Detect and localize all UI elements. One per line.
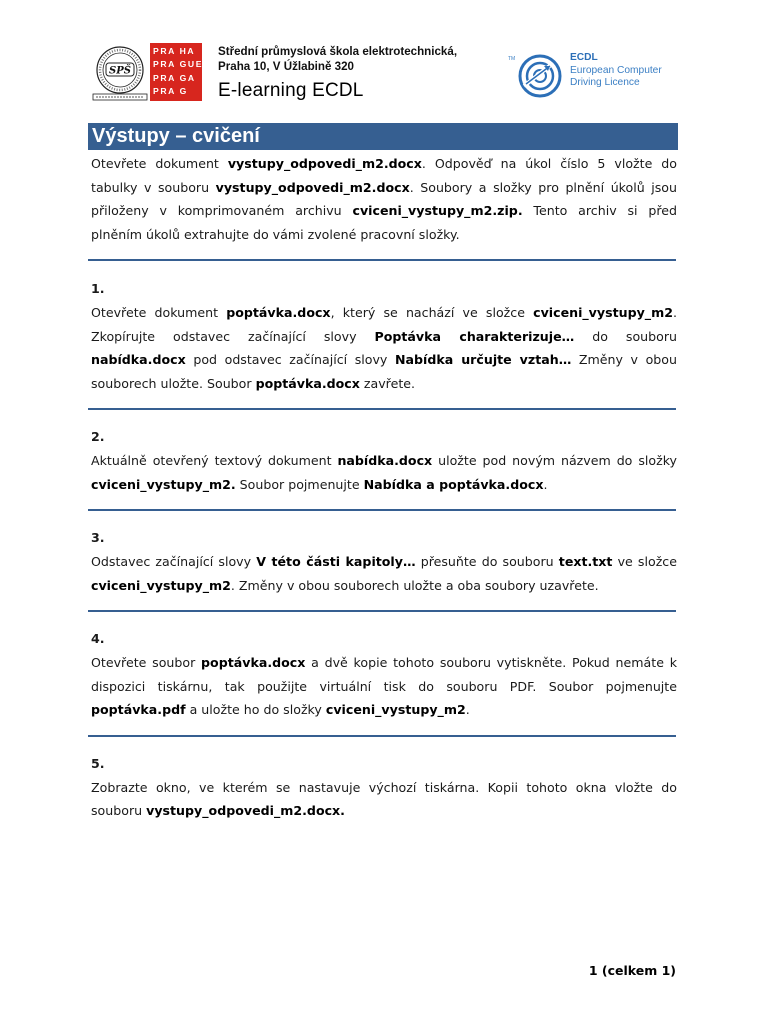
section-divider — [88, 408, 676, 410]
bold-term: vystupy_odpovedi_m2.docx. — [146, 803, 345, 818]
bold-term: poptávka.docx — [226, 305, 331, 320]
text-run: . Změny v obou souborech uložte a oba soubory uzavřete. — [230, 577, 599, 593]
school-name — [218, 44, 457, 74]
text-run: . Zkopírujte odstavec začínající slovy — [91, 305, 678, 344]
course-title: E-learning ECDL — [218, 80, 364, 101]
school-name-line: Praha 10, V Úžlabině 320 — [218, 60, 354, 73]
bold-term: cviceni_vystupy_m2 — [533, 305, 673, 320]
text-run: . — [465, 702, 470, 717]
prague-logo-line: PRA GUE — [153, 59, 204, 70]
text-run: do souboru — [574, 328, 677, 344]
task-number: 2. — [91, 429, 105, 444]
text-run: uložte pod novým názvem do složky — [432, 453, 677, 468]
text-run: Otevřete soubor — [91, 655, 202, 670]
bold-term: nabídka.docx — [91, 352, 186, 367]
page-title: Výstupy – cvičení — [88, 123, 678, 150]
task-2 — [91, 427, 677, 496]
document-header — [92, 40, 682, 110]
document-body — [91, 152, 677, 823]
task-4 — [91, 629, 677, 722]
text-run: Změny v obou souborech uložte. Soubor — [91, 352, 677, 391]
bold-term: nabídka.docx — [337, 453, 433, 468]
text-run: ve složce — [612, 554, 677, 569]
ecdl-label — [570, 52, 662, 90]
text-run: zavřete. — [359, 375, 416, 391]
task-1 — [91, 279, 677, 395]
task-text — [91, 550, 677, 597]
section-divider — [88, 735, 676, 737]
text-run: , který se nachází ve složce — [330, 305, 534, 320]
section-divider — [88, 259, 676, 261]
intro-paragraph — [91, 152, 677, 246]
task-text — [91, 651, 677, 722]
prague-logo-line: PRA G — [153, 86, 188, 97]
task-3 — [91, 528, 677, 597]
text-run: Zobrazte okno, ve kterém se nastavuje výchozí tiskárna. Kopii tohoto okna vložte do souboru — [91, 779, 677, 818]
bold-term: Nabídka a poptávka.docx — [363, 476, 544, 492]
ecdl-name-line: European Computer — [570, 64, 662, 76]
school-name-line: Střední průmyslová škola elektrotechnická, — [218, 45, 458, 58]
bold-term: text.txt — [558, 554, 613, 569]
bold-term: poptávka.pdf — [91, 702, 186, 717]
text-run: . Odpověď na úkol číslo 5 vložte do tabulky v souboru — [91, 156, 677, 195]
task-number: 1. — [91, 281, 105, 296]
seal-text: SPŠ — [109, 65, 131, 77]
text-run: přesuňte do souboru — [415, 554, 559, 569]
prague-logo — [150, 43, 202, 101]
text-run: Tento archiv si před plněním úkolů extrahujte do vámi zvolené pracovní složky. — [91, 203, 677, 242]
text-run: Soubor pojmenujte — [235, 476, 364, 492]
bold-term: cviceni_vystupy_m2.zip. — [352, 203, 523, 218]
text-run: Aktuálně otevřený textový dokument — [91, 453, 338, 468]
prague-logo-line: PRA GA — [153, 72, 196, 83]
bold-term: Nabídka určujte vztah… — [394, 352, 572, 367]
ecdl-acronym: ECDL — [570, 52, 598, 63]
text-run: Otevřete dokument — [91, 156, 228, 171]
text-run: pod odstavec začínající slovy — [185, 352, 395, 367]
bold-term: V této části kapitoly… — [256, 554, 416, 569]
bold-term: poptávka.docx — [255, 375, 360, 391]
school-seal-logo — [92, 44, 148, 102]
page-number: 1 (celkem 1) — [588, 963, 676, 978]
text-run: Odstavec začínající slovy — [91, 554, 257, 569]
task-text — [91, 449, 677, 496]
ecdl-name-line: Driving Licence — [570, 77, 640, 89]
bold-term: cviceni_vystupy_m2. — [91, 476, 236, 492]
task-text — [91, 776, 677, 823]
bold-term: Poptávka charakterizuje… — [374, 328, 575, 344]
bold-term: poptávka.docx — [201, 655, 306, 670]
bold-term: cviceni_vystupy_m2 — [325, 702, 466, 717]
bold-term: cviceni_vystupy_m2 — [91, 577, 231, 593]
text-run: Otevřete dokument — [91, 305, 227, 320]
section-divider — [88, 509, 676, 511]
text-run: . Soubory a složky pro plnění úkolů jsou přiloženy v komprimovaném archivu — [91, 179, 677, 218]
task-number: 4. — [91, 631, 105, 646]
task-5 — [91, 754, 677, 823]
text-run: a uložte ho do složky — [185, 702, 326, 717]
ecdl-globe-logo — [506, 50, 566, 102]
bold-term: vystupy_odpovedi_m2.docx — [227, 156, 422, 171]
text-run: . — [543, 476, 548, 492]
task-text — [91, 301, 677, 395]
task-number: 5. — [91, 755, 105, 771]
bold-term: vystupy_odpovedi_m2.docx — [215, 179, 410, 195]
task-number: 3. — [91, 530, 105, 545]
ecdl-trademark: TM — [508, 56, 516, 62]
section-divider — [88, 610, 676, 612]
prague-logo-line: PRA HA — [153, 46, 196, 56]
text-run: a dvě kopie tohoto souboru vytiskněte. Pokud nemáte k dispozici tiskárnu, tak použijte virtuální tisk do souboru PDF. Soubor pojmenujte — [91, 655, 677, 694]
